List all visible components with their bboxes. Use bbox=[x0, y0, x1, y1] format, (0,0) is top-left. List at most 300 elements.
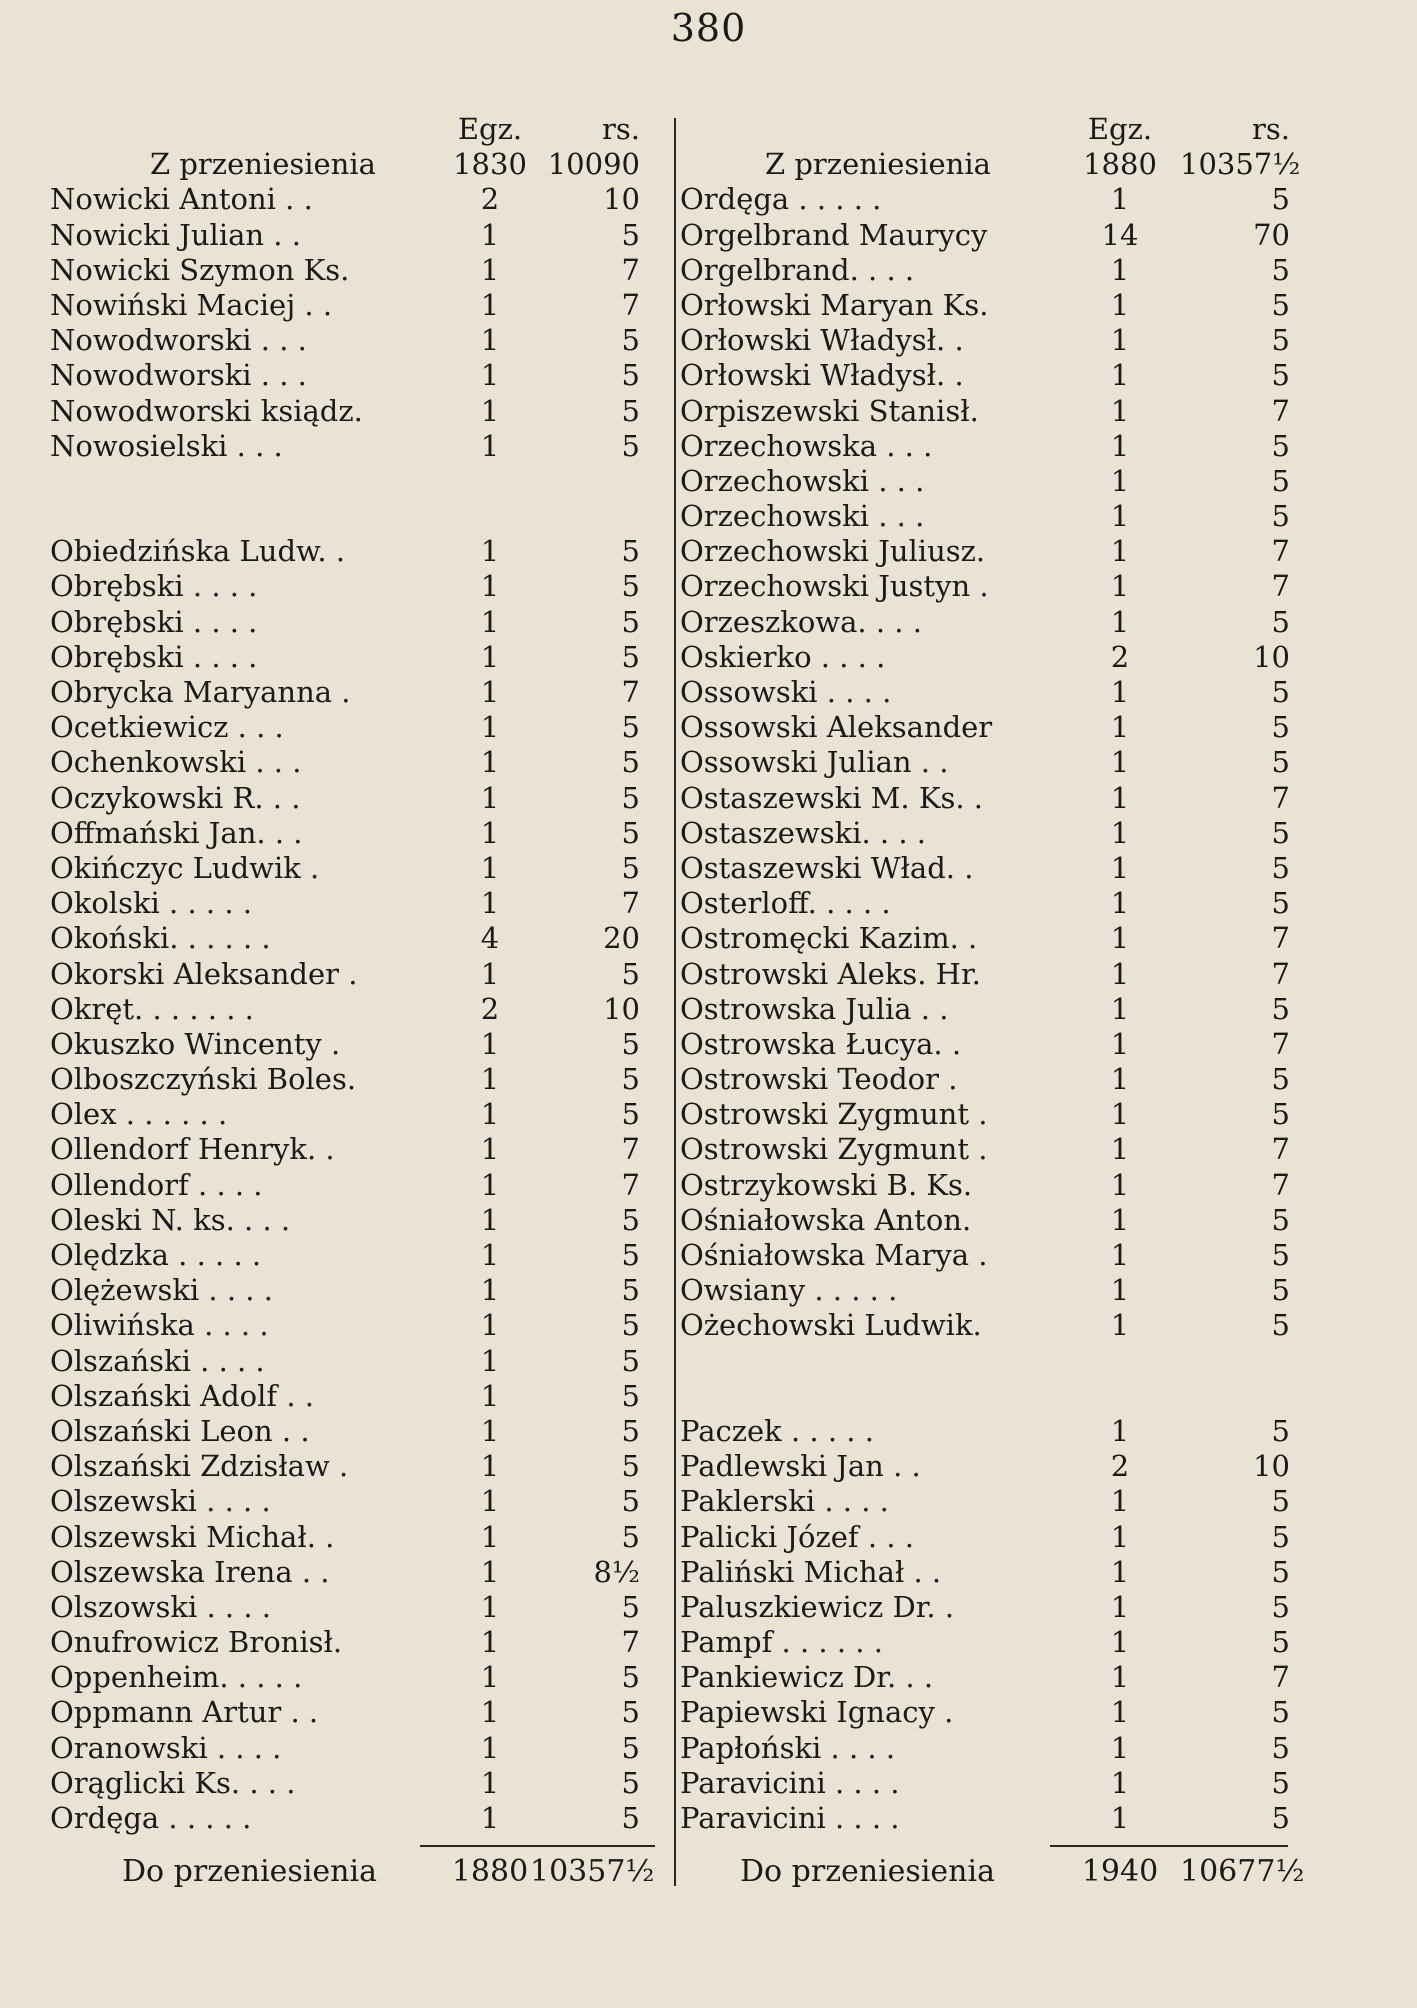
entry-rs: 7 bbox=[1271, 393, 1290, 428]
entry-egz: 1 bbox=[480, 323, 500, 358]
blank-row bbox=[680, 1379, 1300, 1414]
table-row bbox=[50, 605, 650, 640]
entry-rs: 5 bbox=[621, 1378, 640, 1413]
carry-in-label: Z przeniesienia bbox=[765, 147, 991, 182]
entry-rs: 5 bbox=[621, 569, 640, 604]
table-row bbox=[50, 358, 650, 393]
entry-egz: 1 bbox=[480, 1519, 500, 1554]
entry-egz: 1 bbox=[480, 428, 500, 463]
table-row bbox=[50, 1203, 650, 1238]
blank-row bbox=[50, 499, 650, 534]
entry-rs: 7 bbox=[1271, 534, 1290, 569]
entry-rs: 10 bbox=[1253, 1449, 1290, 1484]
entry-name: Ossowski Julian . . bbox=[680, 745, 949, 780]
entry-egz: 1 bbox=[1110, 1625, 1130, 1660]
table-row bbox=[680, 1625, 1300, 1660]
carry-in-rs: 10090 bbox=[547, 147, 640, 182]
total-rule bbox=[50, 1836, 650, 1854]
entry-egz: 1 bbox=[480, 1413, 500, 1448]
entry-name: Ostromęcki Kazim. . bbox=[680, 921, 978, 956]
entry-egz: 1 bbox=[480, 534, 500, 569]
table-row bbox=[50, 1484, 650, 1519]
entry-rs: 5 bbox=[621, 956, 640, 991]
table-row bbox=[50, 1520, 650, 1555]
entry-rs: 5 bbox=[621, 1413, 640, 1448]
table-row bbox=[680, 1520, 1300, 1555]
entry-name: Ossowski Aleksander bbox=[680, 710, 993, 745]
entry-name: Olszowski . . . . bbox=[50, 1589, 271, 1624]
table-row bbox=[680, 675, 1300, 710]
table-row bbox=[680, 288, 1300, 323]
entry-name: Owsiany . . . . . bbox=[680, 1273, 898, 1308]
table-row bbox=[680, 394, 1300, 429]
entry-egz: 1 bbox=[1110, 1765, 1130, 1800]
entry-name: Paravicini . . . . bbox=[680, 1765, 900, 1800]
entry-egz: 1 bbox=[480, 956, 500, 991]
table-row bbox=[50, 675, 650, 710]
entry-egz: 1 bbox=[1110, 1695, 1130, 1730]
entry-name: Ostaszewski Wład. . bbox=[680, 850, 974, 885]
entry-name: Nowicki Julian . . bbox=[50, 217, 301, 252]
entry-egz: 1 bbox=[1110, 850, 1130, 885]
table-row bbox=[680, 781, 1300, 816]
entry-name: Olędzka . . . . . bbox=[50, 1238, 262, 1272]
column-header bbox=[50, 112, 650, 147]
table-row bbox=[680, 745, 1300, 780]
entry-name: Paluszkiewicz Dr. . bbox=[680, 1589, 955, 1624]
table-row bbox=[680, 499, 1300, 534]
entry-rs: 5 bbox=[621, 1026, 640, 1061]
entry-rs: 7 bbox=[621, 1132, 640, 1167]
table-row bbox=[680, 1449, 1300, 1484]
entry-name: Ossowski . . . . bbox=[680, 675, 892, 709]
entry-name: Okorski Aleksander . bbox=[50, 956, 358, 991]
table-row bbox=[680, 816, 1300, 851]
table-row bbox=[680, 1027, 1300, 1062]
entry-rs: 7 bbox=[621, 1625, 640, 1660]
entry-rs: 5 bbox=[621, 1660, 640, 1695]
entry-name: Ollendorf Henryk. . bbox=[50, 1132, 335, 1167]
table-row bbox=[680, 710, 1300, 745]
entry-name: Orzechowski . . . bbox=[680, 499, 925, 534]
entry-name: Ostaszewski M. Ks. . bbox=[680, 780, 984, 815]
entry-name: Okolski . . . . . bbox=[50, 886, 252, 921]
entry-egz: 1 bbox=[1110, 675, 1130, 709]
entry-rs: 70 bbox=[1253, 217, 1290, 252]
entry-rs: 8½ bbox=[593, 1554, 640, 1589]
entry-rs: 5 bbox=[621, 639, 640, 674]
table-row bbox=[50, 1414, 650, 1449]
entry-egz: 4 bbox=[480, 921, 500, 956]
entry-rs: 7 bbox=[1271, 921, 1290, 956]
entry-rs: 5 bbox=[1271, 886, 1290, 921]
entry-rs: 5 bbox=[1271, 1730, 1290, 1765]
entry-rs: 5 bbox=[621, 1062, 640, 1097]
entry-name: Pampf . . . . . . bbox=[680, 1625, 883, 1660]
entry-name: Obrębski . . . . bbox=[50, 604, 258, 639]
entry-name: Oppmann Artur . . bbox=[50, 1695, 319, 1730]
rs-header: rs. bbox=[602, 112, 640, 146]
egz-header: Egz. bbox=[457, 112, 523, 146]
carry-out-egz: 1940 bbox=[1081, 1854, 1159, 1890]
entry-egz: 1 bbox=[1110, 287, 1130, 322]
entry-name: Nowodworski . . . bbox=[50, 358, 307, 393]
entry-rs: 5 bbox=[621, 850, 640, 885]
entry-rs: 10 bbox=[1253, 639, 1290, 674]
table-row bbox=[50, 1238, 650, 1273]
entry-egz: 14 bbox=[1101, 217, 1139, 252]
entry-name: Ostrowski Zygmunt . bbox=[680, 1132, 988, 1167]
entry-egz: 1 bbox=[1110, 956, 1130, 991]
table-row bbox=[50, 1273, 650, 1308]
entry-egz: 1 bbox=[480, 1062, 500, 1097]
entry-egz: 1 bbox=[480, 217, 500, 252]
entry-egz: 1 bbox=[480, 1378, 500, 1413]
entry-rs: 5 bbox=[1271, 1202, 1290, 1237]
entry-egz: 1 bbox=[480, 780, 500, 815]
entry-rs: 5 bbox=[621, 1519, 640, 1554]
entry-rs: 5 bbox=[621, 534, 640, 569]
entry-name: Oppenheim. . . . . bbox=[50, 1660, 303, 1695]
entry-rs: 5 bbox=[1271, 463, 1290, 498]
entry-rs: 5 bbox=[1271, 1695, 1290, 1730]
entry-name: Olboszczyński Boles. bbox=[50, 1062, 357, 1097]
entry-rs: 5 bbox=[1271, 1554, 1290, 1589]
entry-name: Olex . . . . . . bbox=[50, 1097, 228, 1132]
entry-egz: 1 bbox=[1110, 1801, 1130, 1835]
total-rule bbox=[680, 1836, 1300, 1854]
entry-egz: 1 bbox=[1110, 1167, 1130, 1202]
entry-rs: 5 bbox=[1271, 1413, 1290, 1448]
table-row bbox=[50, 1132, 650, 1167]
entry-rs: 5 bbox=[1271, 710, 1290, 745]
table-row bbox=[50, 710, 650, 745]
entry-name: Papłoński . . . . bbox=[680, 1730, 896, 1765]
entry-rs: 7 bbox=[621, 252, 640, 287]
entry-name: Orłowski Władysł. . bbox=[680, 358, 964, 393]
entry-rs: 5 bbox=[621, 1273, 640, 1308]
entry-rs: 7 bbox=[1271, 956, 1290, 991]
table-row bbox=[680, 957, 1300, 992]
entry-egz: 1 bbox=[1110, 1589, 1130, 1624]
entry-egz: 1 bbox=[480, 1484, 500, 1519]
table-row bbox=[50, 1766, 650, 1801]
entry-name: Obrycka Maryanna . bbox=[50, 675, 351, 709]
entry-name: Ożechowski Ludwik. bbox=[680, 1308, 982, 1343]
entry-name: Okoński. . . . . . bbox=[50, 921, 271, 956]
entry-egz: 1 bbox=[480, 358, 500, 393]
column-header bbox=[680, 112, 1300, 147]
entry-egz: 1 bbox=[480, 1801, 500, 1835]
entry-egz: 1 bbox=[480, 850, 500, 885]
table-row bbox=[50, 1344, 650, 1379]
entry-egz: 1 bbox=[1110, 323, 1130, 358]
table-row bbox=[50, 569, 650, 604]
entry-name: Pankiewicz Dr. . . bbox=[680, 1660, 934, 1695]
table-row bbox=[680, 851, 1300, 886]
table-row bbox=[680, 992, 1300, 1027]
entry-egz: 1 bbox=[1110, 1554, 1130, 1589]
table-row bbox=[50, 1379, 650, 1414]
table-row bbox=[50, 745, 650, 780]
carry-out-rs: 10357½ bbox=[530, 1854, 655, 1890]
entry-name: Ostaszewski. . . . bbox=[680, 815, 927, 850]
entry-rs: 5 bbox=[621, 1589, 640, 1624]
carry-out-label: Do przeniesienia bbox=[740, 1854, 995, 1890]
table-row bbox=[50, 1027, 650, 1062]
table-row bbox=[680, 1695, 1300, 1730]
entry-rs: 5 bbox=[1271, 604, 1290, 639]
table-row bbox=[50, 218, 650, 253]
entry-name: Oleski N. ks. . . . bbox=[50, 1202, 291, 1237]
entry-rs: 5 bbox=[621, 1801, 640, 1835]
left-column bbox=[50, 112, 655, 1890]
entry-rs: 5 bbox=[1271, 1062, 1290, 1097]
entry-rs: 5 bbox=[621, 358, 640, 393]
entry-rs: 5 bbox=[1271, 1801, 1290, 1835]
entry-rs: 5 bbox=[1271, 287, 1290, 322]
entry-egz: 1 bbox=[1110, 1238, 1130, 1272]
entry-rs: 5 bbox=[1271, 323, 1290, 358]
entry-egz: 1 bbox=[1110, 393, 1130, 428]
table-row bbox=[680, 605, 1300, 640]
entry-rs: 7 bbox=[621, 886, 640, 921]
table-row bbox=[50, 1555, 650, 1590]
entry-name: Ocetkiewicz . . . bbox=[50, 710, 284, 745]
entry-rs: 7 bbox=[1271, 1660, 1290, 1695]
blank-row bbox=[680, 1344, 1300, 1379]
entry-rs: 5 bbox=[1271, 1484, 1290, 1519]
entry-name: Orąglicki Ks. . . . bbox=[50, 1765, 296, 1800]
entry-egz: 1 bbox=[1110, 991, 1130, 1026]
entry-name: Paliński Michał . . bbox=[680, 1554, 942, 1589]
entry-rs: 5 bbox=[621, 1695, 640, 1730]
entry-name: Olszański Adolf . . bbox=[50, 1378, 314, 1413]
entry-egz: 1 bbox=[480, 745, 500, 780]
entry-name: Palicki Józef . . . bbox=[680, 1519, 914, 1554]
column-divider bbox=[674, 118, 676, 1886]
entry-egz: 1 bbox=[480, 1589, 500, 1624]
table-row bbox=[680, 429, 1300, 464]
entry-rs: 5 bbox=[1271, 1589, 1290, 1624]
table-row bbox=[50, 1590, 650, 1625]
table-row bbox=[680, 182, 1300, 217]
entry-egz: 1 bbox=[480, 252, 500, 287]
table-row bbox=[50, 816, 650, 851]
entry-egz: 1 bbox=[1110, 499, 1130, 534]
table-row bbox=[680, 1203, 1300, 1238]
table-row bbox=[680, 323, 1300, 358]
entry-egz: 1 bbox=[480, 675, 500, 709]
entry-rs: 5 bbox=[621, 1765, 640, 1800]
entry-name: Oczykowski R. . . bbox=[50, 780, 301, 815]
table-row bbox=[680, 1801, 1300, 1836]
entry-name: Olszański Zdzisław . bbox=[50, 1449, 349, 1484]
entry-rs: 5 bbox=[621, 1238, 640, 1272]
entry-name: Orzechowski Juliusz. bbox=[680, 534, 986, 569]
entry-name: Obrębski . . . . bbox=[50, 639, 258, 674]
entry-name: Ostrowski Zygmunt . bbox=[680, 1097, 988, 1132]
entry-egz: 1 bbox=[480, 710, 500, 745]
entry-rs: 5 bbox=[1271, 182, 1290, 217]
entry-name: Orłowski Władysł. . bbox=[680, 323, 964, 358]
egz-header: Egz. bbox=[1087, 112, 1153, 146]
entry-name: Ollendorf . . . . bbox=[50, 1167, 263, 1202]
entry-rs: 5 bbox=[621, 1097, 640, 1132]
table-row bbox=[50, 288, 650, 323]
entry-rs: 7 bbox=[621, 675, 640, 709]
entry-egz: 1 bbox=[1110, 1097, 1130, 1132]
entry-egz: 1 bbox=[480, 1765, 500, 1800]
entry-egz: 1 bbox=[480, 1097, 500, 1132]
table-row bbox=[50, 957, 650, 992]
entry-name: Ordęga . . . . . bbox=[680, 182, 882, 217]
table-row bbox=[50, 253, 650, 288]
entry-name: Orzeszkowa. . . . bbox=[680, 604, 922, 639]
entry-egz: 1 bbox=[1110, 1132, 1130, 1167]
entry-egz: 1 bbox=[480, 1730, 500, 1765]
entry-egz: 1 bbox=[1110, 921, 1130, 956]
entry-rs: 5 bbox=[1271, 1273, 1290, 1308]
table-row bbox=[50, 992, 650, 1027]
table-row bbox=[680, 218, 1300, 253]
table-row bbox=[680, 1273, 1300, 1308]
entry-egz: 1 bbox=[480, 1026, 500, 1061]
entry-name: Nowosielski . . . bbox=[50, 428, 283, 463]
entry-name: Nowicki Szymon Ks. bbox=[50, 252, 350, 287]
table-row bbox=[50, 851, 650, 886]
carry-in-row bbox=[50, 147, 650, 182]
entry-name: Olężewski . . . . bbox=[50, 1273, 273, 1308]
page-number: 380 bbox=[670, 6, 747, 50]
entry-egz: 1 bbox=[1110, 1413, 1130, 1448]
entry-name: Obrębski . . . . bbox=[50, 569, 258, 604]
entry-rs: 5 bbox=[621, 815, 640, 850]
table-row bbox=[50, 640, 650, 675]
entry-egz: 1 bbox=[1110, 1660, 1130, 1695]
table-row bbox=[680, 1484, 1300, 1519]
entry-name: Olszański . . . . bbox=[50, 1343, 265, 1378]
entry-rs: 5 bbox=[1271, 1625, 1290, 1660]
entry-rs: 7 bbox=[1271, 569, 1290, 604]
table-row bbox=[680, 253, 1300, 288]
entry-egz: 1 bbox=[480, 1167, 500, 1202]
entry-egz: 1 bbox=[480, 393, 500, 428]
table-row bbox=[680, 1766, 1300, 1801]
table-row bbox=[50, 1625, 650, 1660]
table-row bbox=[680, 1414, 1300, 1449]
entry-name: Paklerski . . . . bbox=[680, 1484, 889, 1519]
entry-name: Papiewski Ignacy . bbox=[680, 1695, 954, 1730]
entry-rs: 5 bbox=[1271, 1238, 1290, 1272]
entry-rs: 5 bbox=[621, 1484, 640, 1519]
carry-out-label: Do przeniesienia bbox=[122, 1854, 377, 1890]
entry-rs: 5 bbox=[1271, 850, 1290, 885]
entry-rs: 7 bbox=[1271, 1132, 1290, 1167]
entry-egz: 2 bbox=[480, 991, 500, 1026]
entry-name: Ostrowski Aleks. Hr. bbox=[680, 956, 981, 991]
entry-name: Paravicini . . . . bbox=[680, 1801, 900, 1835]
entry-egz: 1 bbox=[1110, 1273, 1130, 1308]
entry-rs: 5 bbox=[1271, 1519, 1290, 1554]
entry-name: Oliwińska . . . . bbox=[50, 1308, 269, 1343]
entry-rs: 5 bbox=[621, 1202, 640, 1237]
left-rows bbox=[50, 182, 650, 1836]
entry-egz: 1 bbox=[480, 1343, 500, 1378]
entry-rs: 7 bbox=[1271, 780, 1290, 815]
entry-rs: 5 bbox=[1271, 815, 1290, 850]
entry-rs: 10 bbox=[603, 182, 640, 217]
carry-in-label: Z przeniesienia bbox=[150, 147, 376, 182]
table-row bbox=[680, 1590, 1300, 1625]
entry-egz: 1 bbox=[480, 604, 500, 639]
table-row bbox=[680, 464, 1300, 499]
entry-rs: 5 bbox=[1271, 428, 1290, 463]
entry-rs: 5 bbox=[621, 1308, 640, 1343]
entry-egz: 1 bbox=[480, 815, 500, 850]
entry-rs: 5 bbox=[621, 604, 640, 639]
table-row bbox=[50, 182, 650, 217]
blank-row bbox=[50, 464, 650, 499]
entry-egz: 1 bbox=[1110, 182, 1130, 217]
table-row bbox=[50, 394, 650, 429]
entry-egz: 1 bbox=[1110, 1026, 1130, 1061]
table-row bbox=[680, 1168, 1300, 1203]
entry-egz: 2 bbox=[1110, 639, 1130, 674]
entry-name: Offmański Jan. . . bbox=[50, 815, 303, 850]
table-row bbox=[50, 921, 650, 956]
table-row bbox=[50, 1801, 650, 1836]
carry-in-rs: 10357½ bbox=[1180, 147, 1301, 182]
table-row bbox=[50, 534, 650, 569]
table-row bbox=[50, 1097, 650, 1132]
entry-egz: 1 bbox=[1110, 1308, 1130, 1343]
entry-name: Nowodworski . . . bbox=[50, 323, 307, 358]
table-row bbox=[50, 1660, 650, 1695]
carry-in-row bbox=[680, 147, 1300, 182]
entry-name: Olszański Leon . . bbox=[50, 1413, 310, 1448]
entry-egz: 1 bbox=[480, 886, 500, 921]
entry-egz: 1 bbox=[480, 1660, 500, 1695]
entry-name: Ochenkowski . . . bbox=[50, 745, 302, 780]
table-row bbox=[680, 1132, 1300, 1167]
entry-rs: 5 bbox=[621, 710, 640, 745]
entry-egz: 1 bbox=[1110, 815, 1130, 850]
entry-egz: 1 bbox=[480, 1695, 500, 1730]
entry-egz: 1 bbox=[1110, 1730, 1130, 1765]
entry-rs: 5 bbox=[1271, 991, 1290, 1026]
entry-rs: 7 bbox=[1271, 1026, 1290, 1061]
table-row bbox=[680, 921, 1300, 956]
entry-egz: 1 bbox=[1110, 569, 1130, 604]
entry-egz: 1 bbox=[1110, 428, 1130, 463]
rs-header: rs. bbox=[1252, 112, 1290, 146]
entry-egz: 1 bbox=[1110, 358, 1130, 393]
entry-egz: 1 bbox=[480, 639, 500, 674]
entry-name: Osterloff. . . . . bbox=[680, 886, 891, 921]
entry-egz: 1 bbox=[480, 569, 500, 604]
entry-name: Okuszko Wincenty . bbox=[50, 1026, 341, 1061]
entry-egz: 1 bbox=[480, 1308, 500, 1343]
entry-name: Okręt. . . . . . . bbox=[50, 991, 254, 1026]
entry-egz: 1 bbox=[1110, 710, 1130, 745]
entry-egz: 1 bbox=[1110, 1484, 1130, 1519]
entry-rs: 7 bbox=[621, 287, 640, 322]
entry-rs: 5 bbox=[1271, 252, 1290, 287]
table-row bbox=[50, 781, 650, 816]
table-row bbox=[50, 1168, 650, 1203]
entry-rs: 5 bbox=[621, 780, 640, 815]
